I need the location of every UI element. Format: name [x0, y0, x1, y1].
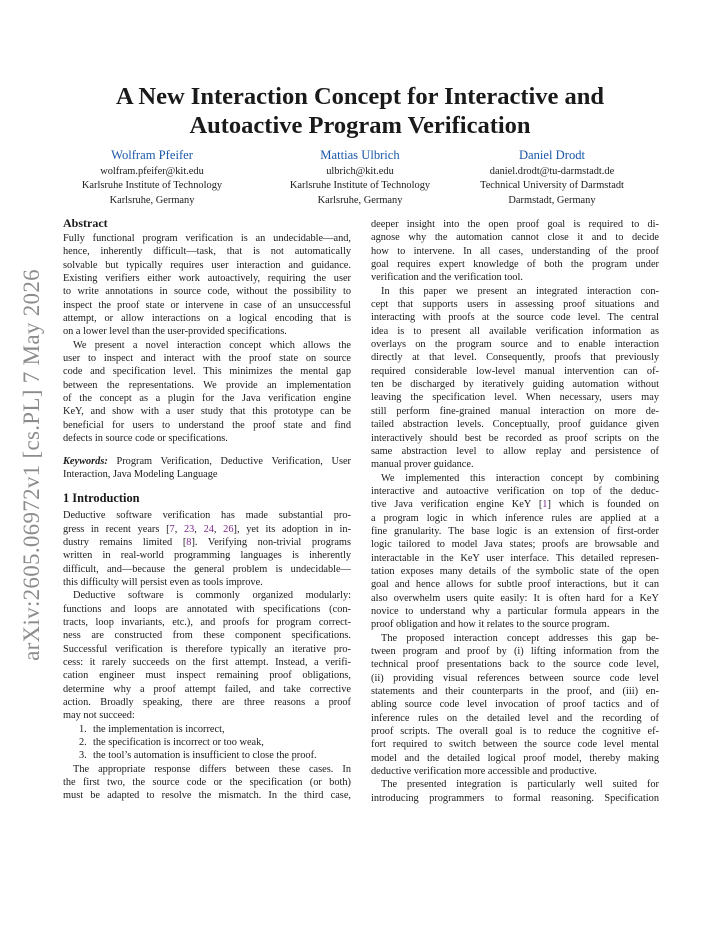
abstract-heading: Abstract — [63, 216, 108, 230]
citation-link[interactable]: 8 — [186, 536, 192, 548]
list-item: 3. the tool’s automation is insufficient to close the proof. — [79, 750, 317, 762]
body-paragraph: In this paper we present an integrated interaction con- cept that supports users in assessing proof situations and interacting with proofs at the source code level. The central idea is to present all available verification information as overlays on the program source and to enable interaction directly at that level. Consequently, proofs that previously required considerable low-level manual intervention can of- ten be discharged by iteratively guiding automation without leaving the specification level. When necessary, users may still perform fine-grained manual interaction on more de- tailed abstraction levels. Conceptually, proof guidance given interactively should best be recorded as proof scripts on the same abstraction level to allow replay and persistence of manual prover guidance. — [371, 285, 659, 471]
intro-paragraph: Deductive software is commonly organized modularly: functions and loops are annotated with specifications (con- tracts, loop invariants, etc.), and proofs for program correct- ness are constructed from these component specifications. Successful verification is therefore typically an iterative pro- cess: it rarely succeeds on the first attempt. Instead, a verifi- cation engineer must inspect remaining proof obligations, determine why a proof attempt failed, and take corrective action. Broadly speaking, there are three reasons a proof may not succeed: — [63, 590, 351, 722]
citation-link[interactable]: 23 — [183, 523, 195, 535]
author-name: Daniel Drodt — [518, 148, 586, 162]
list-item: 2. the specification is incorrect or too weak, — [79, 737, 264, 749]
keywords: Keywords: Program Verification, Deductive Verification, User Interaction, Java Modeling Language — [63, 455, 352, 480]
list-item: 1. the implementation is incorrect, — [79, 723, 225, 735]
body-paragraph: The proposed interaction concept addresses this gap be- tween program and proof by (i) lifting information from the technical proof presentations back to the source code level, (ii) providing visual references between source code level statements and their counterparts in the proof, and (iii) en- abling source code level invocation of proof tactics and of inference rules on the detailed level and the recording of proof scripts. The overall goal is to reduce the cognitive ef- fort required to switch between the source code level mental model and the detailed logical proof model, thereby making deductive verification more accessible and productive. — [371, 632, 659, 778]
abstract-paragraph: We present a novel interaction concept which allows the user to inspect and interact with the proof state on source code and specification level. This minimizes the mental gap between the representations. We provide an implementation of the concept as a plugin for the Java verification engine KeY, and show with a user study that this prototype can be beneficial for users to understand the proof state and find defects in source code or specifications. — [63, 339, 351, 445]
author-email: wolfram.pfeifer@kit.edu — [100, 166, 204, 177]
body-paragraph: deeper insight into the open proof goal is required to di- agnose why the automation cannot close it and to decide how to intervene. In all cases, understanding of the proof goal requires expert knowledge of both the program under verification and the verification tool. — [371, 219, 659, 284]
paper-title: A New Interaction Concept for Interactive and Autoactive Program Verification — [115, 83, 605, 139]
intro-paragraph: Deductive software verification has made substantial pro- gress in recent years [7, 23, 24, 26], yet its adoption in in- dustry remains limited [8]. Verifying non-trivial programs written in real-world programming languages is inherently difficult, and—because the general problem is undecidable— this difficulty will persist even as tools improve. — [63, 510, 352, 588]
body-paragraph: We implemented this interaction concept by combining interactive and autoactive verification on top of the deduc- tive Java verification engine KeY [1] which is founded on a program logic in which inference rules are applied at a fine granularity. The base logic is an extension of first-order logic tailored to model Java states; proofs are browsable and interactable in the KeY user interface. This detailed represen- tation exposes many details of the symbolic state of the open goal and hence allows for subtle proof interactions, but it can also overwhelm users quite easily: It is often hard for a KeY novice to understand why a particular formula appears in the proof obligation and how it relates to the source program. — [371, 472, 659, 631]
arxiv-stamp: arXiv:2605.06972v1 [cs.PL] 7 May 2026 — [19, 269, 44, 661]
author-block — [72, 147, 232, 208]
citation-link[interactable]: 1 — [542, 499, 548, 511]
body-paragraph: The presented integration is particularly well suited for introducing programmers to formal reasoning. Specification — [371, 779, 659, 804]
citation-link[interactable]: 7 — [169, 523, 175, 535]
left-column — [63, 214, 351, 803]
section-heading-introduction: 1 Introduction — [63, 491, 140, 506]
author-name: Wolfram Pfeifer — [111, 148, 193, 162]
abstract-paragraph: Fully functional program verification is an undecidable—and, hence, inherently difficult—task, that is not automatically solvable but typically requires user interaction and guidance. Existing verifiers either work autoactively, requiring the user to write annotations in source code, without the possibility to inspect the proof state or intervene in case of an unsuccessful attempt, or allow interactions on a logical encoding that is on a lower level than the user-provided specifications. — [63, 233, 351, 338]
author-affiliation: Technical University of Darmstadt — [480, 180, 624, 192]
citation-link[interactable]: 26 — [223, 523, 234, 535]
author-affiliation: Karlsruhe Institute of Technology — [289, 180, 431, 192]
author-affiliation: Karlsruhe Institute of Technology — [81, 180, 223, 192]
author-block — [462, 147, 642, 208]
author-email: ulbrich@kit.edu — [326, 166, 394, 177]
author-location: Karlsruhe, Germany — [109, 194, 195, 206]
keywords-label: Keywords: — [63, 455, 108, 467]
citation-link[interactable]: 24 — [203, 523, 214, 535]
reasons-list — [63, 723, 351, 763]
author-name: Mattias Ulbrich — [320, 148, 400, 162]
author-block — [270, 147, 450, 208]
right-column — [371, 218, 659, 805]
intro-paragraph: The appropriate response differs between these cases. In the first two, the source code or the specification (or both) must be adapted to resolve the mismatch. In the third case, — [63, 763, 351, 802]
author-location: Darmstadt, Germany — [508, 194, 596, 206]
author-location: Karlsruhe, Germany — [317, 194, 403, 206]
author-email: daniel.drodt@tu-darmstadt.de — [489, 166, 615, 177]
